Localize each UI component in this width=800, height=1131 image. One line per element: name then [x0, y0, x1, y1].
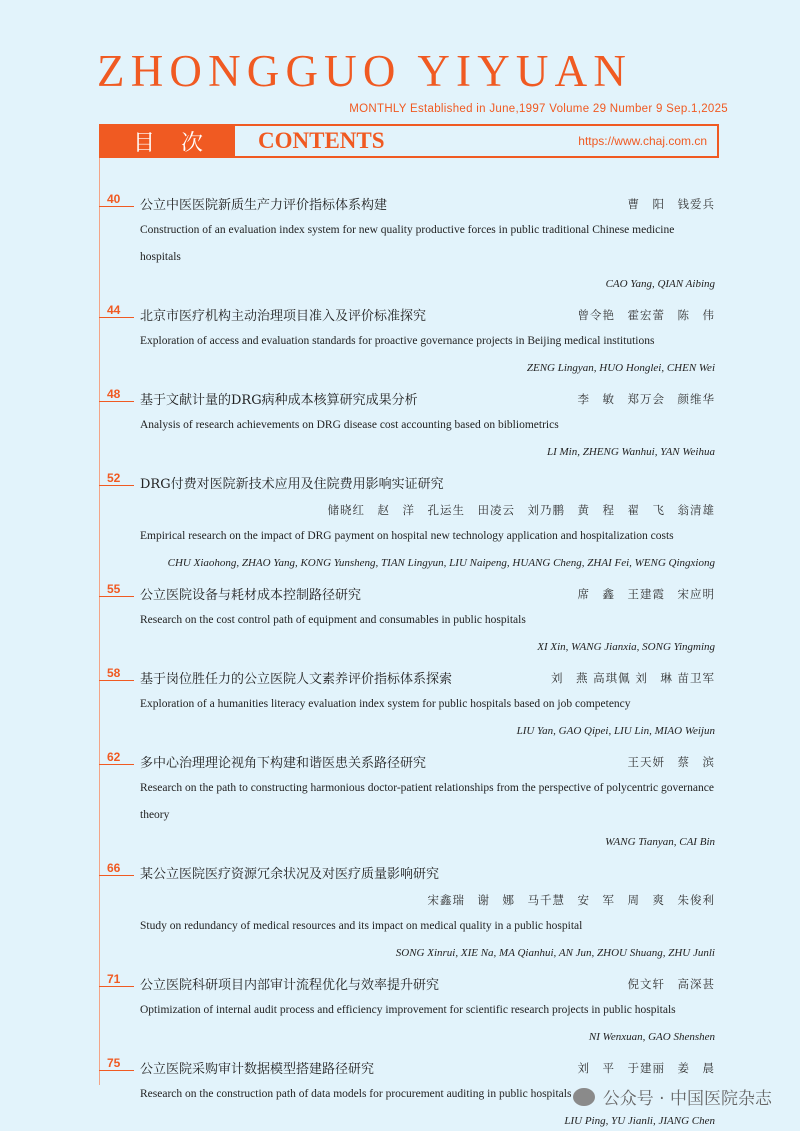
- article-title-en: Analysis of research achievements on DRG disease cost accounting based on bibliometrics: [140, 419, 559, 431]
- article-entry[interactable]: [99, 970, 715, 1051]
- page-number-underline: [99, 317, 134, 318]
- page-number: 44: [107, 303, 121, 317]
- contents-zh-char-1: 目: [132, 130, 155, 156]
- page-number-underline: [99, 986, 134, 987]
- contents-banner: [99, 124, 719, 158]
- page-number: 40: [107, 192, 121, 206]
- page-number-underline: [99, 401, 134, 402]
- authors-zh: 王天妍 蔡 滨: [627, 754, 715, 769]
- article-title-en: Research on the construction path of data models for procurement auditing in public hospitals: [140, 1088, 572, 1100]
- wechat-icon: [573, 1088, 595, 1106]
- article-title-zh[interactable]: 某公立医院医疗资源冗余状况及对医疗质量影响研究: [140, 867, 440, 882]
- article-title-en: Study on redundancy of medical resources and its impact on medical quality in a public hospital: [140, 920, 583, 932]
- authors-zh: 曹 阳 钱爱兵: [627, 196, 715, 211]
- article-title-zh[interactable]: 公立医院设备与耗材成本控制路径研究: [140, 588, 362, 603]
- authors-zh: 席 鑫 王建霞 宋应明: [577, 586, 715, 601]
- authors-en: XI Xin, WANG Jianxia, SONG Yingming: [537, 641, 715, 653]
- page-number: 52: [107, 471, 121, 485]
- article-title-en: Exploration of access and evaluation standards for proactive governance projects in Beijing medical institutions: [140, 335, 655, 347]
- article-title-en: Research on the path to constructing harmonious doctor-patient relationships from the perspective of polycentric governance theory: [140, 782, 714, 821]
- article-title-zh[interactable]: 多中心治理理论视角下构建和谐医患关系路径研究: [140, 756, 427, 771]
- authors-en: ZENG Lingyan, HUO Honglei, CHEN Wei: [526, 362, 715, 374]
- issue-info: MONTHLY Established in June,1997 Volume 29 Number 9 Sep.1,2025: [349, 103, 728, 115]
- contents-zh-char-2: 次: [181, 130, 204, 156]
- page-number: 58: [107, 666, 121, 680]
- article-entry[interactable]: [99, 748, 715, 856]
- page-number-underline: [99, 764, 134, 765]
- article-entry[interactable]: [99, 469, 715, 577]
- wechat-watermark: [573, 1084, 772, 1109]
- page-number-underline: [99, 1070, 134, 1071]
- journal-masthead: ZHONGGUO YIYUAN: [97, 46, 633, 96]
- page-number: 75: [107, 1056, 121, 1070]
- article-title-en: Construction of an evaluation index system for new quality productive forces in public traditional Chinese medicine hospitals: [140, 224, 675, 263]
- article-title-zh[interactable]: DRG付费对医院新技术应用及住院费用影响实证研究: [140, 477, 444, 492]
- page-number-underline: [99, 875, 134, 876]
- authors-en: SONG Xinrui, XIE Na, MA Qianhui, AN Jun, ZHOU Shuang, ZHU Junli: [395, 947, 715, 959]
- article-entry[interactable]: [99, 580, 715, 661]
- authors-en: NI Wenxuan, GAO Shenshen: [588, 1031, 715, 1043]
- page-number-underline: [99, 485, 134, 486]
- article-title-en: Optimization of internal audit process and efficiency improvement for scientific research projects in public hospitals: [140, 1004, 676, 1016]
- article-title-zh[interactable]: 公立医院科研项目内部审计流程优化与效率提升研究: [140, 978, 440, 993]
- article-title-zh[interactable]: 北京市医疗机构主动治理项目准入及评价标准探究: [140, 309, 427, 324]
- article-entry[interactable]: [99, 859, 715, 967]
- article-title-zh[interactable]: 基于岗位胜任力的公立医院人文素养评价指标体系探索: [140, 672, 453, 687]
- authors-en: WANG Tianyan, CAI Bin: [605, 836, 715, 848]
- authors-en: LIU Yan, GAO Qipei, LIU Lin, MIAO Weijun: [516, 725, 715, 737]
- page-number: 55: [107, 582, 121, 596]
- page-number: 48: [107, 387, 121, 401]
- contents-zh-label: [101, 126, 235, 156]
- authors-zh: 刘 平 于建丽 姜 晨: [577, 1060, 715, 1075]
- authors-zh: 曾令艳 霍宏蕾 陈 伟: [577, 307, 715, 322]
- authors-en: LIU Ping, YU Jianli, JIANG Chen: [564, 1115, 715, 1127]
- authors-zh: 刘 燕 高琪佩 刘 琳 苗卫军: [551, 670, 715, 685]
- authors-zh: 储晓红 赵 洋 孔运生 田凌云 刘乃鹏 黄 程 翟 飞 翁清雄: [327, 502, 715, 517]
- article-title-zh[interactable]: 基于文献计量的DRG病种成本核算研究成果分析: [140, 393, 418, 408]
- authors-en: LI Min, ZHENG Wanhui, YAN Weihua: [546, 446, 715, 458]
- page-number: 71: [107, 972, 121, 986]
- article-title-en: Empirical research on the impact of DRG payment on hospital new technology application and hospitalization costs: [140, 530, 674, 542]
- authors-en: CHU Xiaohong, ZHAO Yang, KONG Yunsheng, TIAN Lingyun, LIU Naipeng, HUANG Cheng, ZHAI Fei, WENG Qingxiong: [167, 557, 715, 569]
- journal-url-link[interactable]: https://www.chaj.com.cn: [578, 134, 707, 148]
- page-number-underline: [99, 596, 134, 597]
- article-title-en: Research on the cost control path of equipment and consumables in public hospitals: [140, 614, 526, 626]
- article-entry[interactable]: [99, 190, 715, 298]
- article-title-en: Exploration of a humanities literacy evaluation index system for public hospitals based on job competency: [140, 698, 631, 710]
- article-list: [99, 190, 715, 1131]
- contents-en-label: CONTENTS: [258, 128, 385, 153]
- authors-zh: 倪文轩 高深甚: [627, 976, 715, 991]
- article-title-zh[interactable]: 公立医院采购审计数据模型搭建路径研究: [140, 1062, 375, 1077]
- article-entry[interactable]: [99, 664, 715, 745]
- article-entry[interactable]: [99, 385, 715, 466]
- watermark-text: 公众号 · 中国医院杂志: [602, 1089, 772, 1109]
- article-title-zh[interactable]: 公立中医医院新质生产力评价指标体系构建: [140, 198, 388, 213]
- authors-en: CAO Yang, QIAN Aibing: [605, 278, 715, 290]
- authors-zh: 宋鑫瑞 谢 娜 马千慧 安 军 周 爽 朱俊利: [427, 892, 715, 907]
- article-entry[interactable]: [99, 301, 715, 382]
- page-number: 62: [107, 750, 121, 764]
- page-number-underline: [99, 206, 134, 207]
- authors-zh: 李 敏 郑万会 颜维华: [577, 391, 715, 406]
- page-number-underline: [99, 680, 134, 681]
- page-number: 66: [107, 861, 121, 875]
